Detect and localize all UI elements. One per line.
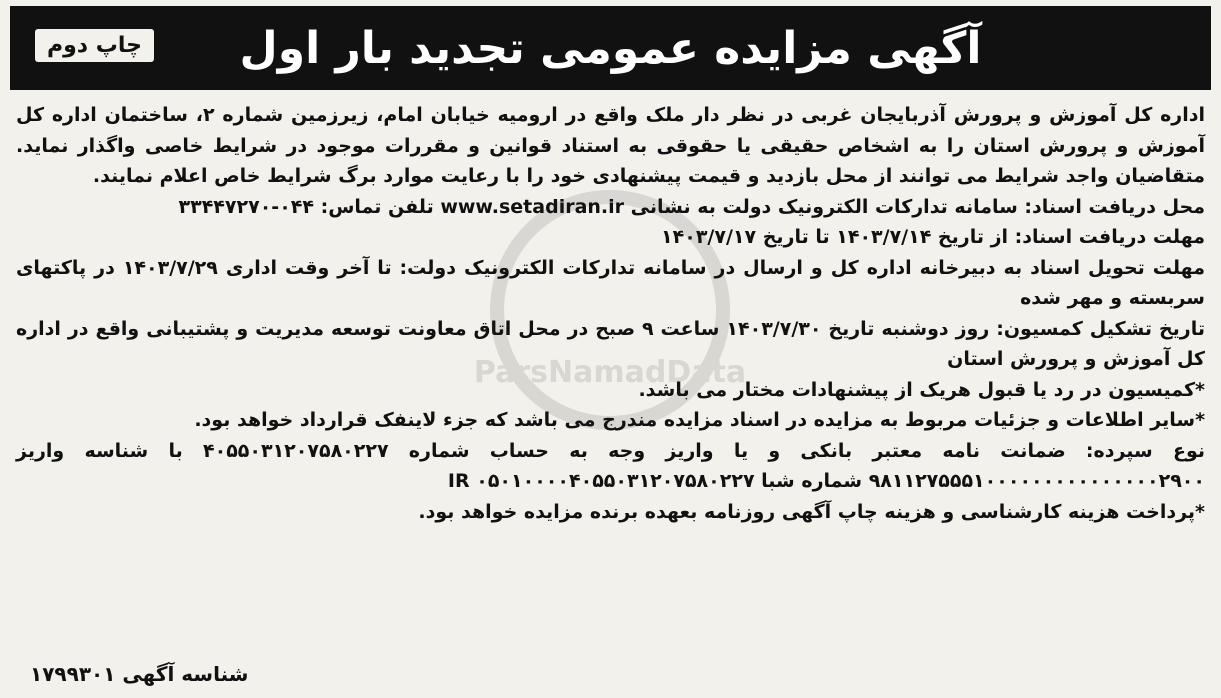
ad-body bbox=[10, 90, 1211, 527]
document-location-label: محل دریافت اسناد: سامانه تدارکات الکترونیک دولت به نشانی bbox=[630, 195, 1205, 218]
document-receipt-deadline: مهلت دریافت اسناد: از تاریخ ۱۴۰۳/۷/۱۴ تا تاریخ ۱۴۰۳/۷/۱۷ bbox=[661, 226, 1205, 248]
watermark-text: ParsNamadData bbox=[473, 355, 747, 390]
edition-badge: چاپ دوم bbox=[35, 29, 154, 62]
page-title: آگهی مزایده عمومی تجدید بار اول bbox=[239, 22, 982, 74]
header-banner bbox=[10, 6, 1211, 90]
cost-note: *پرداخت هزینه کارشناسی و هزینه چاپ آگهی روزنامه بعهده برنده مزایده خواهد بود. bbox=[418, 500, 1205, 523]
intro-paragraph: اداره کل آموزش و پرورش آذربایجان غربی در نظر دار ملک واقع در ارومیه خیابان امام، زیرزمین شماره ۲، ساختمان اداره کل آموزش و پرورش استان را به اشخاص حقیقی یا حقوقی به استناد قوانین و مقررات موجود در شرایط خاصی واگذار نماید. متقاضیان واجد شرایط می توانند از محل بازدید و قیمت پیشنهادی خود را با رعایت موارد برگ شرایط خاص اعلام نمایند. bbox=[16, 104, 1205, 187]
deposit-info: نوع سپرده: ضمانت نامه معتبر بانکی و یا واریز وجه به حساب شماره ۴۰۵۵۰۳۱۲۰۷۵۸۰۲۲۷ با شناسه واریز ۹۸۱۱۲۷۵۵۵۱۰۰۰۰۰۰۰۰۰۰۰۰۰۰۰۲۹۰۰ شماره شبا IR ۰۵۰۱۰۰۰۰۴۰۵۵۰۳۱۲۰۷۵۸۰۲۲۷ bbox=[16, 439, 1206, 492]
ad-id: شناسه آگهی ۱۷۹۹۳۰۱ bbox=[30, 662, 249, 686]
contact-phone: تلفن تماس: ۰۴۴-۳۳۴۴۷۲۷۰ bbox=[178, 195, 434, 218]
document-location bbox=[16, 192, 1205, 223]
commission-date: تاریخ تشکیل کمسیون: روز دوشنبه تاریخ ۱۴۰۳/۷/۳۰ ساعت ۹ صبح در محل اتاق معاونت توسعه مدیریت و پشتیبانی واقع در اداره کل آموزش و پرورش استان bbox=[16, 317, 1205, 370]
website-link[interactable]: www.setadiran.ir bbox=[440, 195, 625, 218]
commission-note: *کمیسیون در رد یا قبول هریک از پیشنهادات مختار می باشد. bbox=[638, 378, 1205, 401]
document-delivery-deadline: مهلت تحویل اسناد به دبیرخانه اداره کل و ارسال در سامانه تدارکات الکترونیک دولت: تا آخر وقت اداری ۱۴۰۳/۷/۲۹ در پاکتهای سربسته و مهر شده bbox=[16, 256, 1205, 309]
details-note: *سایر اطلاعات و جزئیات مربوط به مزایده در اسناد مزایده مندرج می باشد که جزء لاینفک قرارداد خواهد بود. bbox=[194, 409, 1205, 431]
